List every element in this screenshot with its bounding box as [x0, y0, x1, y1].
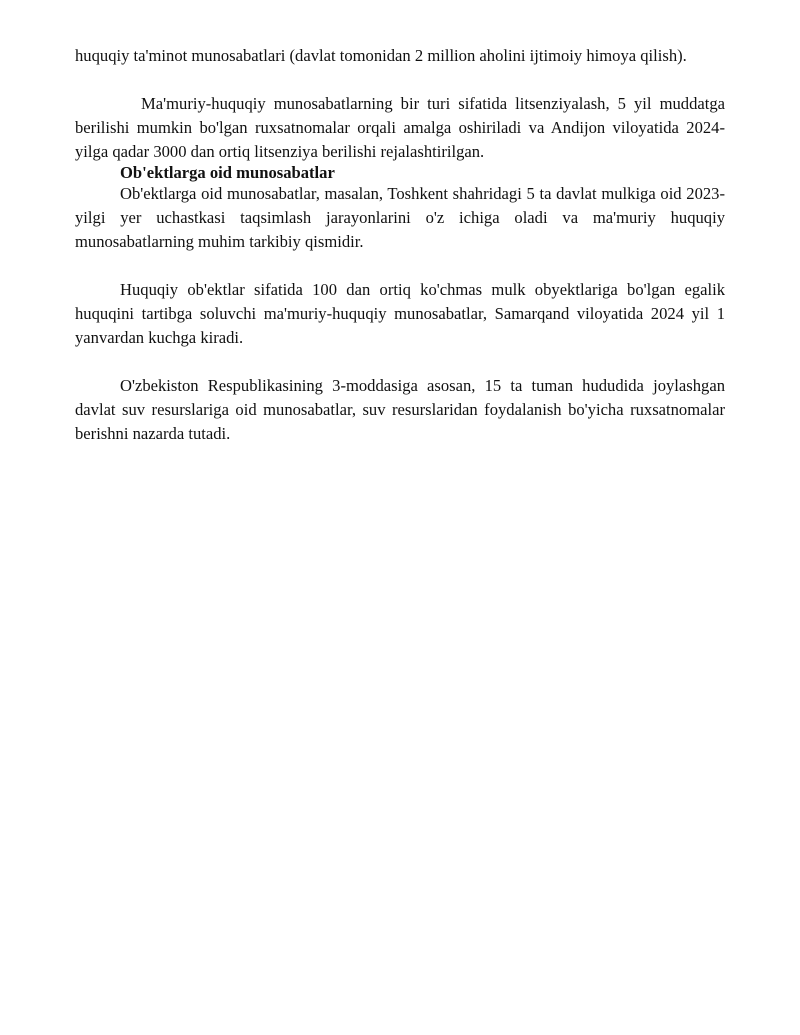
document-page: [75, 44, 725, 446]
paragraph-licensing: Ma'muriy-huquqiy munosabatlarning bir turi sifatida litsenziyalash, 5 yil muddatga berilishi mumkin bo'lgan ruxsatnomalar orqali amalga oshiriladi va Andijon viloyatida 2024-yilga qadar 3000 dan ortiq litsenziya berilishi rejalashtirilgan.: [75, 94, 725, 161]
paragraph-objects: Ob'ektlarga oid munosabatlar, masalan, Toshkent shahridagi 5 ta davlat mulkiga oid 2023-yilgi yer uchastkasi taqsimlash jarayonlarini o'z ichiga oladi va ma'muriy huquqiy munosabatlarning muhim tarkibiy qismidir.: [75, 184, 725, 251]
paragraph-continuation: huquqiy ta'minot munosabatlari (davlat tomonidan 2 million aholini ijtimoiy himoya qilish).: [75, 46, 687, 65]
section-heading-objects: Ob'ektlarga oid munosabatlar: [120, 163, 335, 182]
paragraph-real-estate: Huquqiy ob'ektlar sifatida 100 dan ortiq ko'chmas mulk obyektlariga bo'lgan egalik huquqini tartibga soluvchi ma'muriy-huquqiy munosabatlar, Samarqand viloyatida 2024 yil 1 yanvardan kuchga kiradi.: [75, 280, 725, 347]
paragraph-water-resources: O'zbekiston Respublikasining 3-moddasiga asosan, 15 ta tuman hududida joylashgan davlat suv resurslariga oid munosabatlar, suv resurslaridan foydalanish bo'yicha ruxsatnomalar berishni nazarda tutadi.: [75, 376, 725, 443]
